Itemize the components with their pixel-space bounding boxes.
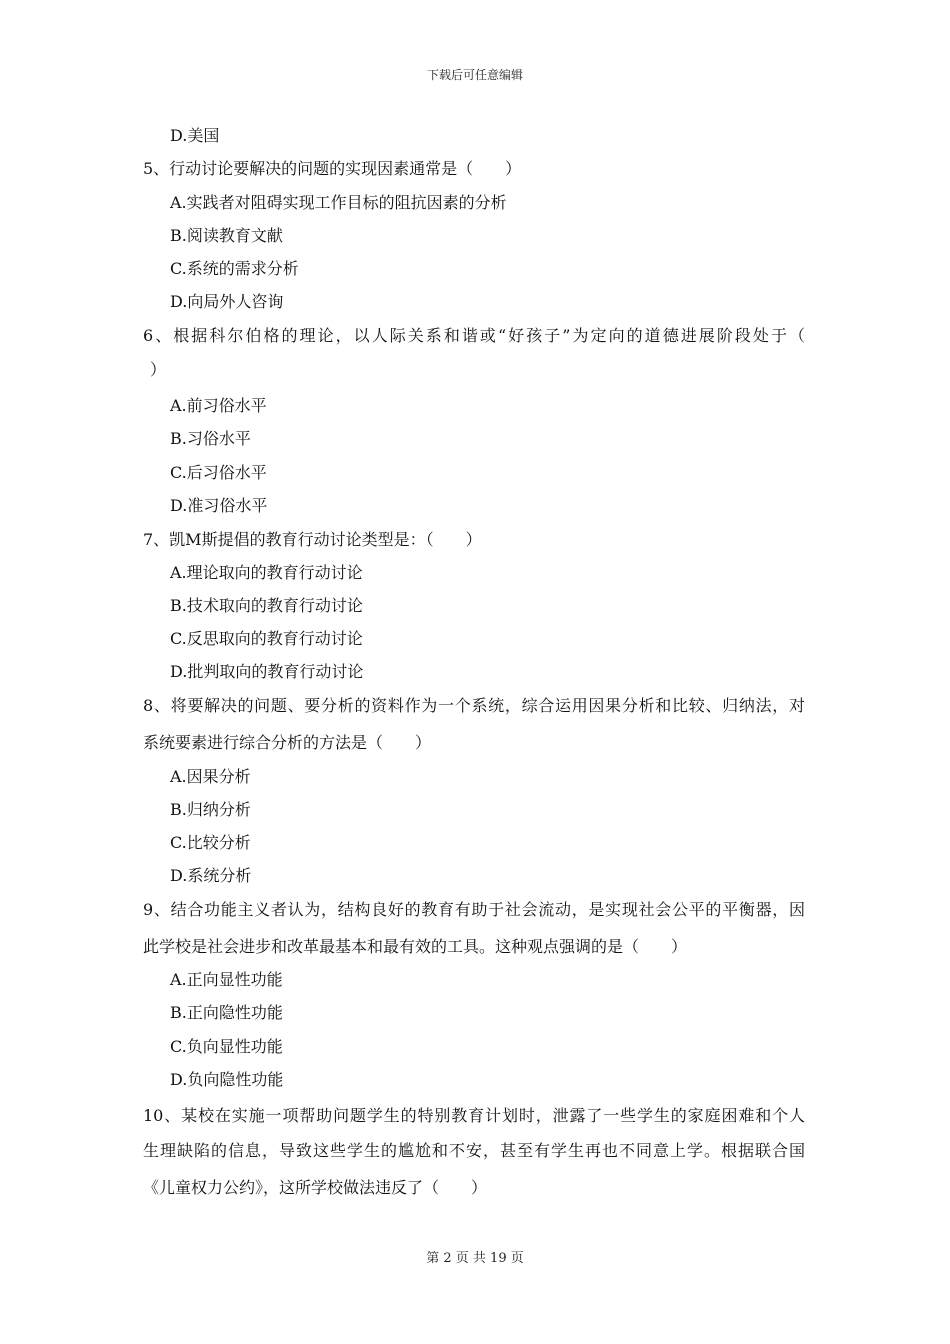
- q7-option-b: B.技术取向的教育行动讨论: [170, 596, 363, 615]
- q10-stem-line2: 生理缺陷的信息，导致这些学生的尴尬和不安，甚至有学生再也不同意上学。根据联合国: [143, 1141, 805, 1160]
- q7-stem: 7、凯M斯提倡的教育行动讨论类型是：（ ）: [143, 530, 482, 549]
- page-footer: 第 2 页 共 19 页: [426, 1251, 524, 1266]
- q8-option-c: C.比较分析: [170, 833, 251, 852]
- q9-stem-line1: 9、结合功能主义者认为，结构良好的教育有助于社会流动，是实现社会公平的平衡器，因: [143, 900, 805, 919]
- q8-option-a: A.因果分析: [170, 767, 251, 786]
- q8-option-d: D.系统分析: [170, 866, 252, 885]
- q7-option-c: C.反思取向的教育行动讨论: [170, 629, 363, 648]
- q7-option-d: D.批判取向的教育行动讨论: [170, 662, 364, 681]
- q10-stem-line1: 10、某校在实施一项帮助问题学生的特别教育计划时，泄露了一些学生的家庭困难和个人: [143, 1106, 805, 1125]
- q6-stem-line1: 6、根据科尔伯格的理论，以人际关系和谐或“好孩子”为定向的道德进展阶段处于（: [143, 326, 805, 345]
- q9-option-a: A.正向显性功能: [170, 970, 283, 989]
- q6-option-c: C.后习俗水平: [170, 463, 267, 482]
- q8-option-b: B.归纳分析: [170, 800, 251, 819]
- q4-option-d: D.美国: [170, 126, 220, 145]
- q6-stem-line2: ）: [150, 360, 167, 379]
- q5-stem: 5、行动讨论要解决的问题的实现因素通常是（ ）: [143, 159, 522, 178]
- q8-stem-line2: 系统要素进行综合分析的方法是（ ）: [143, 733, 432, 752]
- q9-option-c: C.负向显性功能: [170, 1037, 283, 1056]
- q9-option-d: D.负向隐性功能: [170, 1070, 284, 1089]
- q5-option-a: A.实践者对阻碍实现工作目标的阻抗因素的分析: [170, 193, 507, 212]
- q9-stem-line2: 此学校是社会进步和改革最基本和最有效的工具。这种观点强调的是（ ）: [143, 937, 688, 956]
- q9-option-b: B.正向隐性功能: [170, 1003, 283, 1022]
- q6-option-a: A.前习俗水平: [170, 396, 267, 415]
- q6-option-d: D.准习俗水平: [170, 496, 268, 515]
- q8-stem-line1: 8、将要解决的问题、要分析的资料作为一个系统，综合运用因果分析和比较、归纳法，对: [143, 696, 805, 715]
- q10-stem-line3: 《儿童权力公约》，这所学校做法违反了（ ）: [143, 1178, 488, 1197]
- q7-option-a: A.理论取向的教育行动讨论: [170, 563, 363, 582]
- q5-option-c: C.系统的需求分析: [170, 259, 299, 278]
- page-header: 下载后可任意编辑: [426, 68, 523, 82]
- q6-option-b: B.习俗水平: [170, 429, 251, 448]
- q5-option-d: D.向局外人咨询: [170, 292, 284, 311]
- q5-option-b: B.阅读教育文献: [170, 226, 283, 245]
